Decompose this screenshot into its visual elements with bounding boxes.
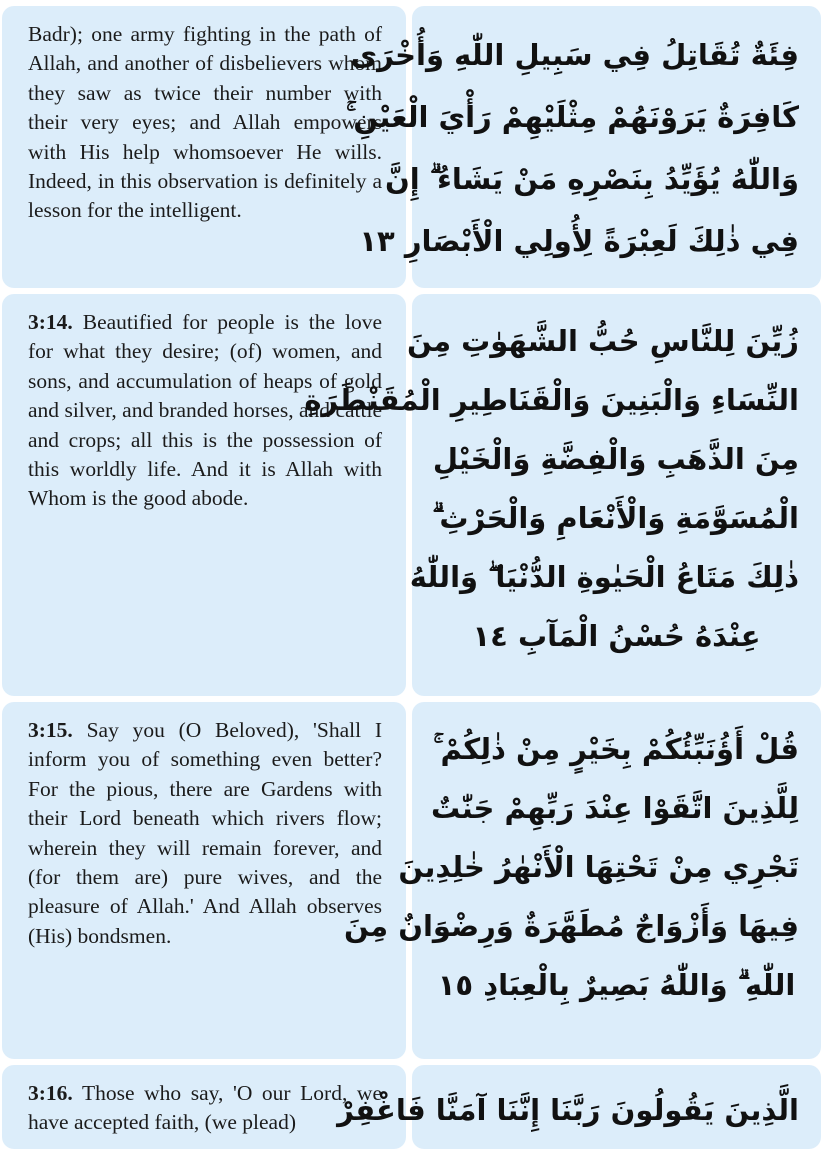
- english-verse-text: Say you (O Beloved), 'Shall I inform you of something even better? For the pious, there are Gardens with their Lord beneath which rivers flow; wherein they will remain forever, and (for them are) pure wives, and the pleasure of Allah.' And Allah observes (His) bondsmen.: [28, 718, 382, 948]
- arabic-line: الَّذِينَ يَقُولُونَ رَبَّنَا إِنَّنَا آمَنَّا فَاغْفِرْ: [337, 1093, 799, 1127]
- arabic-panel-verse-16: [337, 1065, 821, 1149]
- arabic-panel-verse-14: [304, 294, 821, 696]
- english-panel-verse-14: [2, 294, 406, 696]
- arabic-line: فِي ذٰلِكَ لَعِبْرَةً لِأُولِي الْأَبْصَارِ ١٣: [359, 224, 799, 258]
- arabic-line: تَجْرِي مِنْ تَحْتِهَا الْأَنْهٰرُ خٰلِدِينَ: [398, 850, 799, 884]
- arabic-panel-verse-13: [346, 6, 821, 288]
- arabic-line: النِّسَاءِ وَالْبَنِينَ وَالْقَنَاطِيرِ الْمُقَنْطَرَةِ: [304, 383, 799, 417]
- arabic-line: فِيهَا وَأَزْوَاجٌ مُطَهَّرَةٌ وَرِضْوَانٌ مِنَ: [344, 909, 799, 943]
- arabic-line: عِنْدَهُ حُسْنُ الْمَآبِ ١٤: [472, 619, 761, 653]
- arabic-panel-verse-15: [344, 702, 821, 1059]
- english-text-verse-16: [28, 1079, 382, 1138]
- arabic-line: وَاللّٰهُ يُؤَيِّدُ بِنَصْرِهِ مَنْ يَشَاءُ ۗ إِنَّ: [384, 162, 799, 196]
- verse-ref: 3:14.: [28, 310, 73, 334]
- arabic-line: كَافِرَةٌ يَرَوْنَهُمْ مِثْلَيْهِمْ رَأْيَ الْعَيْنِ ۚ: [346, 100, 799, 134]
- arabic-line: مِنَ الذَّهَبِ وَالْفِضَّةِ وَالْخَيْلِ: [432, 442, 799, 476]
- english-verse-text: Badr); one army fighting in the path of Allah, and another of disbelievers whom they saw as twice their number with their very eyes; and Allah empowers with His help whomsoever He wills. Indeed, in this observation is definitely a lesson for the intelligent.: [28, 22, 382, 223]
- arabic-line: فِئَةٌ تُقَاتِلُ فِي سَبِيلِ اللّٰهِ وَأُخْرَى: [350, 38, 799, 72]
- arabic-line: قُلْ أَؤُنَبِّئُكُمْ بِخَيْرٍ مِنْ ذٰلِكُمْ ۚ: [433, 732, 799, 766]
- english-panel-verse-15: [2, 702, 406, 1059]
- english-verse-text: Beautified for people is the love for what they desire; (of) women, and sons, and accumulation of heaps of gold and silver, and branded horses, and cattle and crops; all this is the possession of this worldly life. And it is Allah with Whom is the good abode.: [28, 310, 382, 511]
- verse-ref: 3:16.: [28, 1081, 73, 1105]
- arabic-line: الْمُسَوَّمَةِ وَالْأَنْعَامِ وَالْحَرْثِ ۗ: [432, 501, 799, 535]
- verse-ref: 3:15.: [28, 718, 73, 742]
- english-text-verse-15: [28, 716, 382, 951]
- arabic-line: ذٰلِكَ مَتَاعُ الْحَيٰوةِ الدُّنْيَا ۖ وَاللّٰهُ: [409, 560, 799, 594]
- arabic-line: اللّٰهِ ۗ وَاللّٰهُ بَصِيرٌ بِالْعِبَادِ ١٥: [437, 968, 796, 1002]
- arabic-line: زُيِّنَ لِلنَّاسِ حُبُّ الشَّهَوٰتِ مِنَ: [407, 324, 799, 358]
- english-verse-text: Those who say, 'O our Lord, we have accepted faith, (we plead): [28, 1081, 382, 1135]
- arabic-line: لِلَّذِينَ اتَّقَوْا عِنْدَ رَبِّهِمْ جَنّٰتٌ: [431, 791, 799, 825]
- english-text-verse-13: [28, 20, 382, 226]
